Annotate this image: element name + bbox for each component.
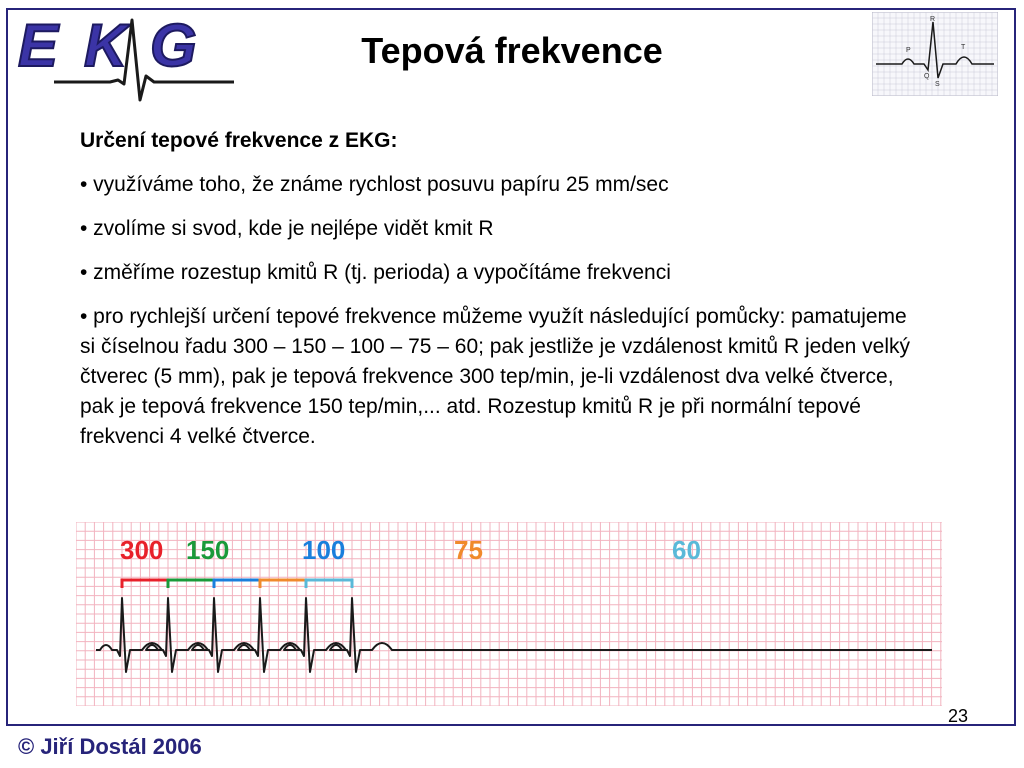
- logo-letter-g: G: [150, 12, 197, 79]
- ekg-rate-strip: [76, 522, 942, 706]
- rate-label-150: 150: [186, 535, 230, 565]
- bullet-quick-method: • pro rychlejší určení tepové frekvence můžeme využít následující pomůcky: pamatujeme si číselnou řadu 300 – 150 – 100 – 75 – 60; pak jestliže je vzdálenost kmitů R jeden velký čtverec (5 mm), pak je tepová frekvence 300 tep/min, je-li vzdálenost dva velké čtverce, pak je tepová frekvence 150 tep/min,... atd. Rozestup kmitů R je při normální tepové frekvenci 4 velké čtverce.: [80, 305, 911, 448]
- mini-ekg-wave-icon: [872, 12, 998, 96]
- logo-letter-k: K: [84, 12, 128, 79]
- mini-label-p: P: [906, 47, 911, 54]
- copyright-text: © Jiří Dostál 2006: [18, 734, 202, 759]
- logo-letter-e: E: [18, 12, 59, 79]
- bullet-choose-lead: • zvolíme si svod, kde je nejlépe vidět kmit R: [80, 217, 494, 240]
- mini-label-q: Q: [924, 73, 930, 80]
- rate-label-300: 300: [120, 535, 164, 565]
- bullet-paper-speed: • využíváme toho, že známe rychlost posuvu papíru 25 mm/sec: [80, 173, 669, 196]
- mini-label-s: S: [935, 81, 940, 88]
- rate-label-60: 60: [672, 535, 701, 565]
- mini-label-r: R: [930, 16, 936, 23]
- content-heading: Určení tepové frekvence z EKG:: [80, 129, 398, 152]
- rate-label-75: 75: [454, 535, 483, 565]
- mini-label-t: T: [961, 44, 966, 51]
- rate-label-100: 100: [302, 535, 346, 565]
- bullet-measure-interval: • změříme rozestup kmitů R (tj. perioda) a vypočítáme frekvenci: [80, 261, 671, 284]
- slide-content: [80, 126, 920, 466]
- slide-number: 23: [947, 706, 968, 726]
- slide-title: Tepová frekvence: [361, 30, 663, 71]
